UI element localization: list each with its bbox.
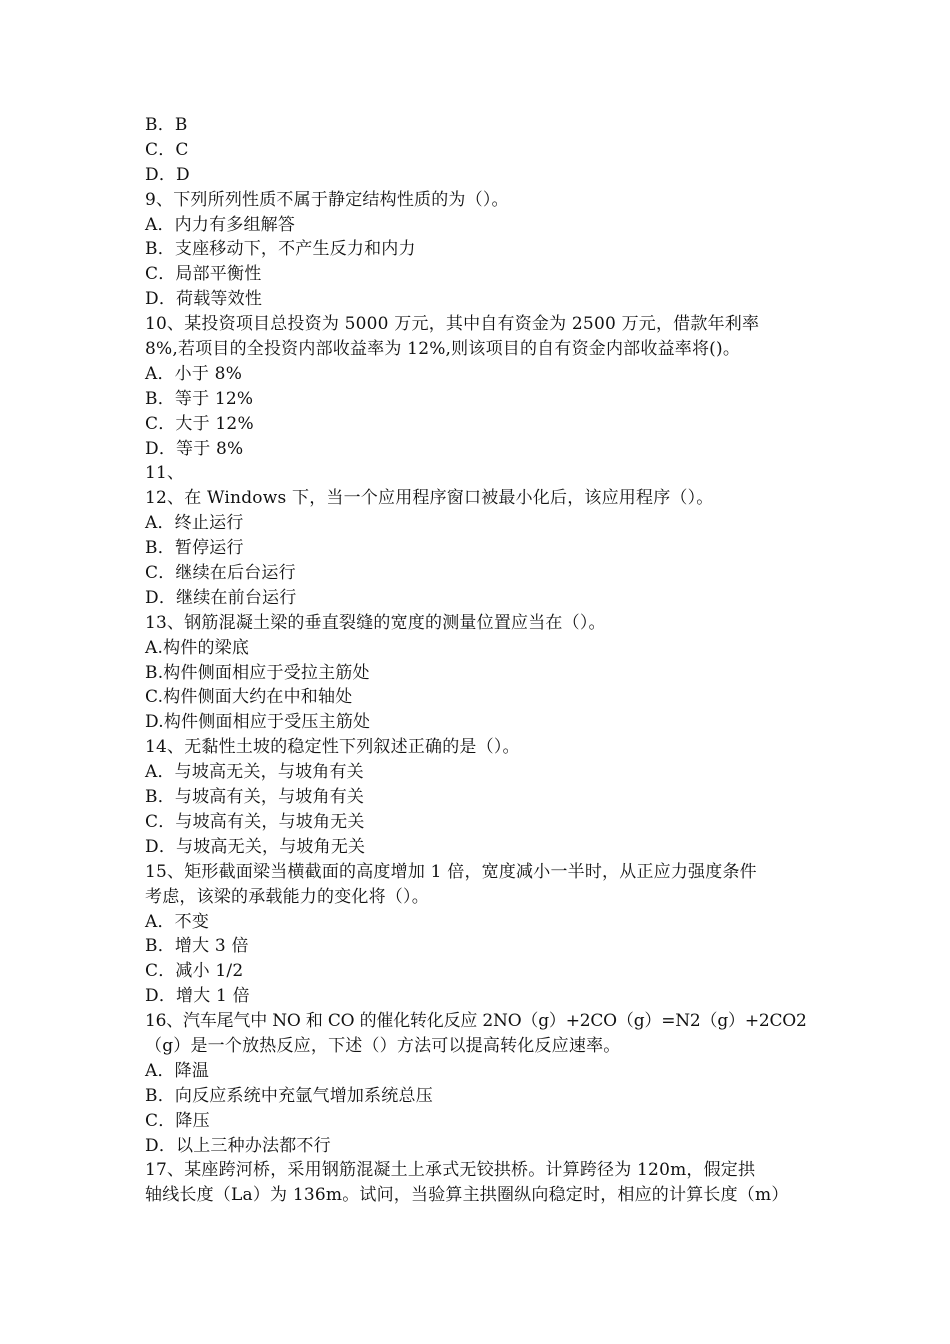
option-c-q8: C．C (145, 139, 189, 160)
option-a-q13: A.构件的梁底 (145, 637, 250, 658)
option-c-q14: C．与坡高有关，与坡角无关 (145, 811, 365, 832)
option-b-q9: B．支座移动下，不产生反力和内力 (145, 239, 416, 260)
option-d-q16: D．以上三种办法都不行 (145, 1135, 331, 1156)
option-b-q10: B．等于 12% (145, 388, 254, 409)
question-16-line-2: （g）是一个放热反应，下述（）方法可以提高转化反应速率。 (145, 1035, 621, 1056)
option-b-q15: B．增大 3 倍 (145, 936, 249, 957)
option-c-q9: C．局部平衡性 (145, 264, 262, 285)
option-d-q12: D．继续在前台运行 (145, 587, 297, 608)
question-10-line-2: 8%,若项目的全投资内部收益率为 12%,则该项目的自有资金内部收益率将()。 (145, 339, 741, 360)
document-page (145, 113, 810, 1208)
question-17-line-2: 轴线长度（La）为 136m。试问，当验算主拱圈纵向稳定时，相应的计算长度（m） (145, 1185, 789, 1206)
question-16-line-1: 16、汽车尾气中 NO 和 CO 的催化转化反应 2NO（g）+2CO（g）=N2（g）+2CO2 (145, 1011, 807, 1032)
question-17-line-1: 17、某座跨河桥，采用钢筋混凝土上承式无铰拱桥。计算跨径为 120m，假定拱 (145, 1160, 756, 1181)
option-d-q9: D．荷载等效性 (145, 289, 263, 310)
question-15-line-1: 15、矩形截面梁当横截面的高度增加 1 倍，宽度减小一半时，从正应力强度条件 (145, 861, 757, 882)
option-a-q15: A．不变 (145, 911, 210, 932)
option-a-q12: A．终止运行 (145, 513, 244, 534)
option-d-q10: D．等于 8% (145, 438, 244, 459)
option-c-q15: C．减小 1/2 (145, 961, 244, 982)
option-c-q10: C．大于 12% (145, 413, 254, 434)
option-a-q14: A．与坡高无关，与坡角有关 (145, 762, 364, 783)
option-d-q8: D．D (145, 164, 190, 185)
option-b-q8: B．B (145, 115, 188, 135)
question-9: 9、下列所列性质不属于静定结构性质的为（）。 (145, 189, 509, 210)
question-10-line-1: 10、某投资项目总投资为 5000 万元，其中自有资金为 2500 万元，借款年利率 (145, 314, 760, 335)
question-13: 13、钢筋混凝土梁的垂直裂缝的宽度的测量位置应当在（）。 (145, 612, 606, 633)
question-14: 14、无黏性土坡的稳定性下列叙述正确的是（）。 (145, 737, 520, 758)
option-c-q12: C．继续在后台运行 (145, 563, 296, 584)
option-b-q12: B．暂停运行 (145, 538, 244, 559)
option-a-q9: A．内力有多组解答 (145, 214, 296, 235)
option-a-q16: A．降温 (145, 1060, 210, 1081)
question-12: 12、在 Windows 下，当一个应用程序窗口被最小化后，该应用程序（）。 (145, 488, 714, 509)
option-d-q14: D．与坡高无关，与坡角无关 (145, 836, 366, 857)
option-d-q13: D.构件侧面相应于受压主筋处 (145, 712, 371, 733)
option-a-q10: A．小于 8% (145, 363, 243, 384)
option-b-q16: B．向反应系统中充氩气增加系统总压 (145, 1085, 433, 1106)
option-d-q15: D．增大 1 倍 (145, 986, 250, 1007)
option-b-q14: B．与坡高有关，与坡角有关 (145, 787, 365, 808)
question-15-line-2: 考虑，该梁的承载能力的变化将（）。 (145, 886, 429, 907)
option-c-q13: C.构件侧面大约在中和轴处 (145, 687, 353, 708)
option-c-q16: C．降压 (145, 1110, 210, 1131)
option-b-q13: B.构件侧面相应于受拉主筋处 (145, 662, 370, 683)
question-11: 11、 (145, 463, 185, 484)
